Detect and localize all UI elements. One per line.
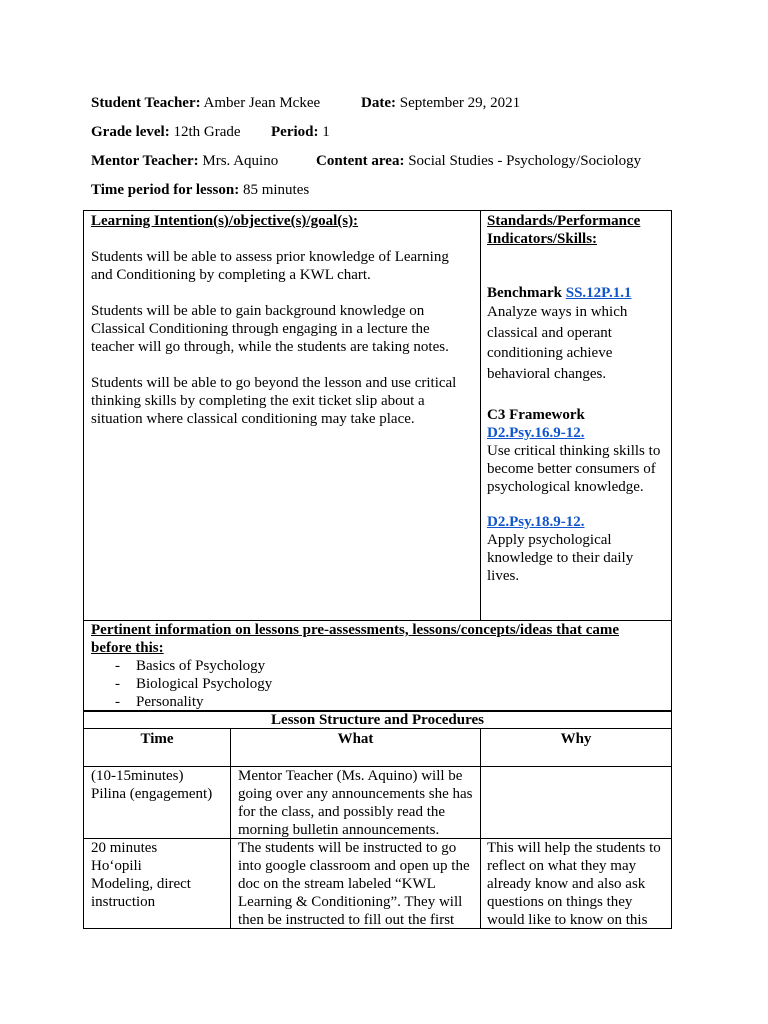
bullet-dash: - [115,676,120,692]
period-label: Period: [271,124,319,140]
grade-level-value: 12th Grade [173,124,241,140]
time-period-value: 85 minutes [242,182,310,198]
objective-line: thinking skills by completing the exit ticket slip about a [91,393,425,409]
time-line: instruction [91,894,156,910]
student-teacher-field [91,94,320,112]
time-line: Ho‘opili [91,858,142,874]
c3-standard-item [487,513,667,585]
prior-topic-item [91,693,664,711]
prior-topic-item [91,675,664,693]
benchmark-line-text: Analyze ways in which [487,304,628,320]
mentor-teacher-field [91,152,278,170]
objectives-cell [83,210,481,621]
what-line: doc on the stream labeled “KWL [238,876,436,892]
why-line: reflect on what they may [487,858,637,874]
objectives-heading: Learning Intention(s)/objective(s)/goal(s): [91,213,359,229]
grade-level-label: Grade level: [91,124,170,140]
content-area-value: Social Studies - Psychology/Sociology [408,153,642,169]
c3-standard-link[interactable]: D2.Psy.16.9-12. [487,425,585,441]
date-value: September 29, 2021 [399,95,521,111]
what-line: Mentor Teacher (Ms. Aquino) will be [238,768,463,784]
student-teacher-label: Student Teacher: [91,95,201,111]
objective-line: situation where classical conditioning may take place. [91,411,415,427]
benchmark-code-link[interactable]: SS.12P.1.1 [565,285,632,301]
student-teacher-value: Amber Jean Mckee [203,95,321,111]
time-period-label: Time period for lesson: [91,182,240,198]
prior-topic-item [91,657,664,675]
c3-framework-label: C3 Framework [487,407,585,423]
objective-line: Classical Conditioning through engaging in a lecture the [91,321,430,337]
what-line: Learning & Conditioning”. They will [238,894,463,910]
period-value: 1 [322,124,330,140]
what-line: The students will be instructed to go [238,840,457,856]
prior-knowledge-heading: before this: [91,640,164,656]
time-line: Pilina (engagement) [91,786,213,802]
time-line: (10-15minutes) [91,768,184,784]
time-period-field [91,181,309,199]
benchmark-label: Benchmark [487,285,562,301]
c3-standard-line: psychological knowledge. [487,479,644,495]
prior-topic-text: Basics of Psychology [136,658,266,674]
benchmark-line [487,284,667,302]
what-line: then be instructed to fill out the first [238,912,455,928]
row-1-time-cell [83,766,231,839]
grade-level-field [91,123,241,141]
standards-heading: Indicators/Skills: [487,231,598,247]
row-1-what-cell [230,766,481,839]
objective-line: Students will be able to assess prior knowledge of Learning [91,249,449,265]
row-1-why-cell [480,766,672,839]
objective-line: Students will be able to gain background knowledge on [91,303,425,319]
benchmark-line-text: classical and operant [487,324,612,341]
column-header-time: Time [83,728,231,767]
time-line: Modeling, direct [91,876,191,892]
objective-paragraph [91,374,474,428]
what-line: morning bulletin announcements. [238,822,440,838]
mentor-teacher-value: Mrs. Aquino [202,153,279,169]
prior-knowledge-heading: Pertinent information on lessons pre-assessments, lessons/concepts/ideas that came [91,622,620,638]
row-2-what-cell [230,838,481,929]
benchmark-line-text: behavioral changes. [487,365,607,382]
column-header-what: What [230,728,481,767]
why-line: This will help the students to [487,840,661,856]
bullet-dash: - [115,658,120,674]
row-2-why-cell [480,838,672,929]
date-field [361,94,520,112]
prior-knowledge-cell [83,620,672,711]
c3-standard-item [487,424,667,496]
c3-standard-line: Apply psychological [487,532,612,548]
objective-line: Students will be able to go beyond the lesson and use critical [91,375,457,391]
standards-cell [480,210,672,621]
objective-paragraph [91,248,474,284]
time-line: 20 minutes [91,840,158,856]
c3-standard-line: knowledge to their daily [487,550,634,566]
benchmark-description [487,302,667,384]
objective-line: and Conditioning by completing a KWL chart. [91,267,371,283]
prior-topic-text: Personality [136,694,204,710]
standards-heading: Standards/Performance [487,213,641,229]
column-header-why: Why [480,728,672,767]
row-2-time-cell [83,838,231,929]
what-line: for the class, and possibly read the [238,804,446,820]
content-area-label: Content area: [316,153,405,169]
objective-paragraph [91,302,474,356]
c3-standard-link[interactable]: D2.Psy.18.9-12. [487,514,585,530]
c3-standard-line: become better consumers of [487,461,656,477]
period-field [271,123,330,141]
why-line: already know and also ask [487,876,646,892]
what-line: into google classroom and open up the [238,858,470,874]
date-label: Date: [361,95,396,111]
prior-topic-text: Biological Psychology [136,676,273,692]
bullet-dash: - [115,694,120,710]
what-line: going over any announcements she has [238,786,473,802]
content-area-field [316,152,641,170]
why-line: questions on things they [487,894,633,910]
why-line: would like to know on this [487,912,648,928]
c3-standard-line: Use critical thinking skills to [487,443,661,459]
objective-line: teacher will go through, while the students are taking notes. [91,339,449,355]
c3-standard-line: lives. [487,568,520,584]
mentor-teacher-label: Mentor Teacher: [91,153,199,169]
procedures-title: Lesson Structure and Procedures [83,711,672,729]
benchmark-line-text: conditioning achieve [487,345,613,361]
